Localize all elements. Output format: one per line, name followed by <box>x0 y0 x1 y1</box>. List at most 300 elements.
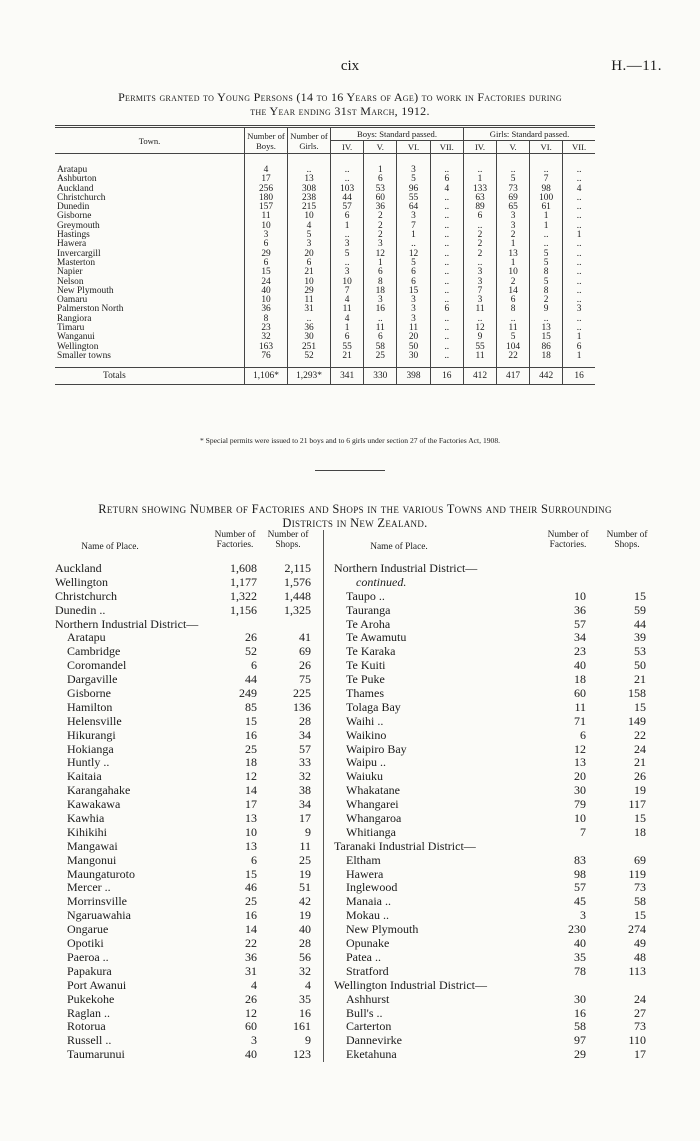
table-cell: 16 <box>364 305 397 314</box>
shops-count: 19 <box>299 908 311 923</box>
col-shops: Number of Shops. <box>606 530 648 550</box>
table-cell: .. <box>331 166 364 175</box>
table-cell: 14 <box>497 287 530 296</box>
shops-count: 69 <box>634 852 646 867</box>
table-cell: 256 <box>245 185 288 194</box>
list-item <box>334 701 656 715</box>
factories-count: 14 <box>245 922 257 937</box>
factories-count: 57 <box>574 616 586 631</box>
town-label: Wanganui <box>57 332 95 343</box>
table-cell: 18 <box>364 287 397 296</box>
factories-count: 230 <box>568 922 586 937</box>
table-cell: .. <box>463 315 496 324</box>
shops-count: 56 <box>299 949 311 964</box>
table-cell: .. <box>563 315 595 324</box>
table-cell: 44 <box>331 194 364 203</box>
list-item <box>55 701 321 715</box>
table-cell: 10 <box>245 222 288 231</box>
table-cell: .. <box>463 222 496 231</box>
list-item <box>55 659 321 673</box>
list-item <box>55 993 321 1007</box>
factories-count: 15 <box>245 866 257 881</box>
table-cell: 6 <box>245 259 288 268</box>
table-cell: 12 <box>397 250 430 259</box>
table-cell: 31 <box>288 305 331 314</box>
town-label: Palmerston North <box>57 304 124 315</box>
factories-count: 85 <box>245 699 257 714</box>
table-cell: 104 <box>497 343 530 352</box>
table-cell: .. <box>430 278 463 287</box>
place-name: Kaitaia <box>67 769 102 784</box>
table-cell: 10 <box>288 278 331 287</box>
factories-count: 4 <box>251 977 257 992</box>
shops-count: 28 <box>299 713 311 728</box>
table-cell: 3 <box>245 231 288 240</box>
shops-count: 1,325 <box>284 602 311 617</box>
factories-count: 1,177 <box>230 574 257 589</box>
table-cell: .. <box>563 212 595 221</box>
factories-count: 12 <box>574 741 586 756</box>
table-cell: 3 <box>397 212 430 221</box>
list-item <box>55 979 321 993</box>
place-name: Hamilton <box>67 699 113 714</box>
factories-count: 44 <box>245 672 257 687</box>
table-cell: 11 <box>364 324 397 333</box>
table-cell: 5 <box>530 278 563 287</box>
factories-count: 25 <box>245 741 257 756</box>
table-cell: 5 <box>497 175 530 184</box>
factories-count: 36 <box>574 602 586 617</box>
factories-count: 13 <box>574 755 586 770</box>
place-name: Whitianga <box>346 824 396 839</box>
shops-count: 34 <box>299 797 311 812</box>
factories-count: 3 <box>251 1033 257 1048</box>
place-name: Taranaki Industrial District— <box>334 838 476 853</box>
table-cell: 5 <box>397 259 430 268</box>
table-cell: 13 <box>497 250 530 259</box>
table-cell: 6 <box>331 212 364 221</box>
table-cell: .. <box>430 343 463 352</box>
table-cell: 1 <box>497 240 530 249</box>
factories-count: 31 <box>245 963 257 978</box>
shops-count: 32 <box>299 963 311 978</box>
table-cell: .. <box>430 212 463 221</box>
place-name: Tauranga <box>346 602 391 617</box>
town-label: Timaru <box>57 323 85 334</box>
table-cell: .. <box>563 268 595 277</box>
list-item <box>334 854 656 868</box>
list-item <box>334 756 656 770</box>
col-std: V. <box>364 141 397 154</box>
table-cell: .. <box>497 166 530 175</box>
factories-count: 16 <box>245 727 257 742</box>
shops-count: 16 <box>299 1005 311 1020</box>
list-item <box>334 687 656 701</box>
factories-count: 20 <box>574 769 586 784</box>
col-town: Town. <box>138 135 161 146</box>
table-cell: 6 <box>430 175 463 184</box>
shops-count: 161 <box>293 1019 311 1034</box>
table-cell: 9 <box>530 305 563 314</box>
factories-count: 13 <box>245 838 257 853</box>
table-cell: 21 <box>288 268 331 277</box>
factories-count: 83 <box>574 852 586 867</box>
table-cell: 15 <box>530 333 563 342</box>
col-std: VI. <box>397 141 430 154</box>
place-name: Hokianga <box>67 741 114 756</box>
table-cell: 22 <box>497 352 530 361</box>
factories-count: 1,156 <box>230 602 257 617</box>
column-headers <box>55 530 321 562</box>
table-cell: 1,293* <box>288 368 331 385</box>
table-cell: 73 <box>497 185 530 194</box>
table-cell: .. <box>563 222 595 231</box>
town-label: Dunedin <box>57 202 90 213</box>
place-name: Eltham <box>346 852 381 867</box>
list-item <box>55 798 321 812</box>
table-cell: 10 <box>331 278 364 287</box>
place-name: Ashhurst <box>346 991 390 1006</box>
table-cell: 341 <box>331 368 364 385</box>
place-name: Christchurch <box>55 588 117 603</box>
table-cell: 100 <box>530 194 563 203</box>
list-item <box>55 965 321 979</box>
totals-row <box>55 368 595 385</box>
list-item <box>55 604 321 618</box>
table-cell: 8 <box>530 287 563 296</box>
table-cell: 5 <box>397 175 430 184</box>
factories-count: 40 <box>245 1047 257 1062</box>
list-item <box>334 645 656 659</box>
table-cell: 3 <box>463 296 496 305</box>
table-cell: 11 <box>397 324 430 333</box>
table-cell: 2 <box>364 222 397 231</box>
table-cell: .. <box>563 324 595 333</box>
factories-count: 12 <box>245 1005 257 1020</box>
table-cell: 20 <box>288 250 331 259</box>
table-cell: 20 <box>397 333 430 342</box>
table-cell: 1 <box>364 259 397 268</box>
col-std: V. <box>497 141 530 154</box>
table-cell: 6 <box>397 278 430 287</box>
table-cell: .. <box>563 203 595 212</box>
shops-count: 26 <box>634 769 646 784</box>
table-cell: 10 <box>288 212 331 221</box>
factories-title-line2: Districts in New Zealand. <box>282 516 428 530</box>
table-cell: 17 <box>245 175 288 184</box>
shops-count: 22 <box>634 727 646 742</box>
table-cell: 60 <box>364 194 397 203</box>
table-cell: 4 <box>288 222 331 231</box>
list-item <box>55 715 321 729</box>
table-cell: 6 <box>288 259 331 268</box>
shops-count: 44 <box>634 616 646 631</box>
place-name: Northern Industrial District— <box>334 561 478 575</box>
table-cell: 1 <box>331 222 364 231</box>
shops-count: 75 <box>299 672 311 687</box>
place-name: Rotorua <box>67 1019 106 1034</box>
place-name: continued. <box>356 574 407 589</box>
list-item <box>334 1048 656 1062</box>
table-cell: 180 <box>245 194 288 203</box>
shops-count: 15 <box>634 588 646 603</box>
town-label: Aratapu <box>57 165 88 175</box>
place-name: Paeroa .. <box>67 949 109 964</box>
list-item <box>334 812 656 826</box>
shops-count: 21 <box>634 755 646 770</box>
town-label: Hawera <box>57 239 87 250</box>
district-heading <box>334 840 656 854</box>
table-cell: 15 <box>397 287 430 296</box>
table-cell: 6 <box>463 212 496 221</box>
table-cell: 1 <box>463 175 496 184</box>
table-cell: .. <box>430 240 463 249</box>
factories-count: 6 <box>251 852 257 867</box>
table-cell: 2 <box>463 240 496 249</box>
table-cell: .. <box>430 250 463 259</box>
factories-count: 26 <box>245 630 257 645</box>
place-name: Northern Industrial District— <box>55 616 199 631</box>
place-name: Dannevirke <box>346 1033 402 1048</box>
list-item <box>55 923 321 937</box>
shops-count: 73 <box>634 1019 646 1034</box>
table-cell: .. <box>497 315 530 324</box>
place-name: Morrinsville <box>67 894 127 909</box>
table-cell: 417 <box>497 368 530 385</box>
factories-count: 1,322 <box>230 588 257 603</box>
factories-right-column <box>323 530 656 1062</box>
place-name: Inglewood <box>346 880 398 895</box>
shops-count: 48 <box>634 949 646 964</box>
place-name: Taumarunui <box>67 1047 125 1062</box>
table-cell: 29 <box>288 287 331 296</box>
table-cell: 3 <box>331 240 364 249</box>
table-cell: 63 <box>463 194 496 203</box>
col-factories: Number of Factories. <box>547 530 589 550</box>
factories-count: 10 <box>245 824 257 839</box>
shops-count: 9 <box>305 1033 311 1048</box>
factories-count: 16 <box>245 908 257 923</box>
shops-count: 19 <box>299 866 311 881</box>
shops-count: 149 <box>628 713 646 728</box>
col-std: VI. <box>530 141 563 154</box>
table-cell: 11 <box>288 296 331 305</box>
list-item <box>55 951 321 965</box>
table-cell: 3 <box>463 278 496 287</box>
district-heading <box>334 562 656 576</box>
permits-title-line2: the Year ending 31st March, 1912. <box>250 104 430 118</box>
list-item <box>334 895 656 909</box>
table-cell: .. <box>563 259 595 268</box>
table-cell: 25 <box>364 352 397 361</box>
list-item <box>334 923 656 937</box>
table-cell: 3 <box>397 315 430 324</box>
table-cell: 398 <box>397 368 430 385</box>
left-rows <box>55 562 321 1062</box>
table-cell: 7 <box>530 175 563 184</box>
table-cell: 16 <box>563 368 595 385</box>
factories-count: 17 <box>245 797 257 812</box>
table-cell: .. <box>430 166 463 175</box>
place-name: Te Karaka <box>346 644 396 659</box>
table-cell: 2 <box>364 231 397 240</box>
table-cell: 11 <box>497 324 530 333</box>
shops-count: 274 <box>628 922 646 937</box>
factories-count: 58 <box>574 1019 586 1034</box>
place-name: Pukekohe <box>67 991 115 1006</box>
list-item <box>55 854 321 868</box>
list-item <box>55 840 321 854</box>
table-cell: 3 <box>463 268 496 277</box>
town-label: New Plymouth <box>57 285 114 296</box>
permits-table-body <box>55 154 595 385</box>
list-item <box>334 784 656 798</box>
table-cell: 2 <box>463 250 496 259</box>
page-number: cix <box>340 58 360 74</box>
place-name: Whangarei <box>346 797 399 812</box>
list-item <box>55 770 321 784</box>
shops-count: 21 <box>634 672 646 687</box>
list-item <box>334 826 656 840</box>
shops-count: 117 <box>628 797 646 812</box>
shops-count: 24 <box>634 741 646 756</box>
permits-footnote: * Special permits were issued to 21 boys and to 6 girls under section 27 of the Factories Act, 1908. <box>199 436 501 445</box>
table-cell: 412 <box>463 368 496 385</box>
table-cell: 1 <box>364 166 397 175</box>
place-name: Thames <box>346 686 384 701</box>
table-cell: 9 <box>463 333 496 342</box>
table-cell: 4 <box>430 185 463 194</box>
list-item <box>334 673 656 687</box>
table-cell: 50 <box>397 343 430 352</box>
factories-count: 98 <box>574 866 586 881</box>
table-cell: .. <box>563 166 595 175</box>
table-cell: 5 <box>530 259 563 268</box>
table-cell: 24 <box>245 278 288 287</box>
district-heading <box>334 979 656 993</box>
table-cell: .. <box>430 222 463 231</box>
col-boys-standard: Boys: Standard passed. <box>331 127 464 141</box>
shops-count: 33 <box>299 755 311 770</box>
factories-count: 30 <box>574 991 586 1006</box>
table-cell: .. <box>430 194 463 203</box>
list-item <box>334 604 656 618</box>
table-cell: 16 <box>430 368 463 385</box>
table-cell: .. <box>563 250 595 259</box>
table-cell: 23 <box>245 324 288 333</box>
table-cell: .. <box>430 231 463 240</box>
place-name: Ngaruawahia <box>67 908 131 923</box>
table-cell: 64 <box>397 203 430 212</box>
table-cell: 2 <box>364 212 397 221</box>
place-name: Waihi .. <box>346 713 384 728</box>
place-name: Aratapu <box>67 630 106 645</box>
factories-count: 57 <box>574 880 586 895</box>
place-name: Huntly .. <box>67 755 110 770</box>
table-cell: 442 <box>530 368 563 385</box>
column-headers <box>334 530 656 562</box>
col-shops: Number of Shops. <box>267 530 309 550</box>
table-cell: .. <box>530 315 563 324</box>
col-girls: Number of Girls. <box>288 127 331 154</box>
factories-count: 40 <box>574 936 586 951</box>
list-item <box>55 743 321 757</box>
table-cell: 3 <box>397 166 430 175</box>
shops-count: 58 <box>634 894 646 909</box>
table-cell: 7 <box>463 287 496 296</box>
place-name: Eketahuna <box>346 1047 397 1062</box>
place-name: Mangonui <box>67 852 117 867</box>
list-item <box>334 868 656 882</box>
place-name: Waipiro Bay <box>346 741 407 756</box>
factories-count: 12 <box>245 769 257 784</box>
shops-count: 123 <box>293 1047 311 1062</box>
factories-count: 25 <box>245 894 257 909</box>
place-name: Ongarue <box>67 922 109 937</box>
table-cell: 1 <box>530 212 563 221</box>
place-name: Maungaturoto <box>67 866 135 881</box>
table-cell: 40 <box>245 287 288 296</box>
table-cell: 69 <box>497 194 530 203</box>
table-cell: .. <box>430 333 463 342</box>
shops-count: 34 <box>299 727 311 742</box>
shops-count: 15 <box>634 811 646 826</box>
shops-count: 40 <box>299 922 311 937</box>
place-name: Opunake <box>346 936 390 951</box>
table-cell: .. <box>397 240 430 249</box>
list-item <box>55 1020 321 1034</box>
list-item <box>55 673 321 687</box>
shops-count: 38 <box>299 783 311 798</box>
table-cell: 6 <box>364 268 397 277</box>
table-cell: .. <box>430 315 463 324</box>
factories-title <box>55 502 655 530</box>
list-item <box>334 770 656 784</box>
town-label: Napier <box>57 267 83 278</box>
table-cell: 96 <box>397 185 430 194</box>
factories-count: 13 <box>245 811 257 826</box>
shops-count: 1,576 <box>284 574 311 589</box>
factories-count: 1,608 <box>230 561 257 575</box>
factories-count: 78 <box>574 963 586 978</box>
table-cell: .. <box>430 324 463 333</box>
list-item <box>334 1020 656 1034</box>
place-name: Waikino <box>346 727 387 742</box>
place-name: Mokau .. <box>346 908 389 923</box>
list-item <box>334 1007 656 1021</box>
table-cell: 3 <box>397 305 430 314</box>
place-name: Stratford <box>346 963 389 978</box>
list-item <box>55 909 321 923</box>
place-name: Te Puke <box>346 672 385 687</box>
table-cell: 1 <box>563 333 595 342</box>
shops-count: 15 <box>634 908 646 923</box>
shops-count: 50 <box>634 658 646 673</box>
town-label: Ashburton <box>57 174 97 185</box>
list-item <box>55 576 321 590</box>
table-cell: .. <box>364 315 397 324</box>
table-cell: 65 <box>497 203 530 212</box>
factories-count: 52 <box>245 644 257 659</box>
table-cell: 6 <box>563 343 595 352</box>
place-name: Tolaga Bay <box>346 699 401 714</box>
table-cell: 6 <box>331 333 364 342</box>
table-cell: .. <box>563 287 595 296</box>
list-item <box>334 631 656 645</box>
place-name: Wellington <box>55 574 109 589</box>
list-item <box>55 756 321 770</box>
list-item <box>334 937 656 951</box>
